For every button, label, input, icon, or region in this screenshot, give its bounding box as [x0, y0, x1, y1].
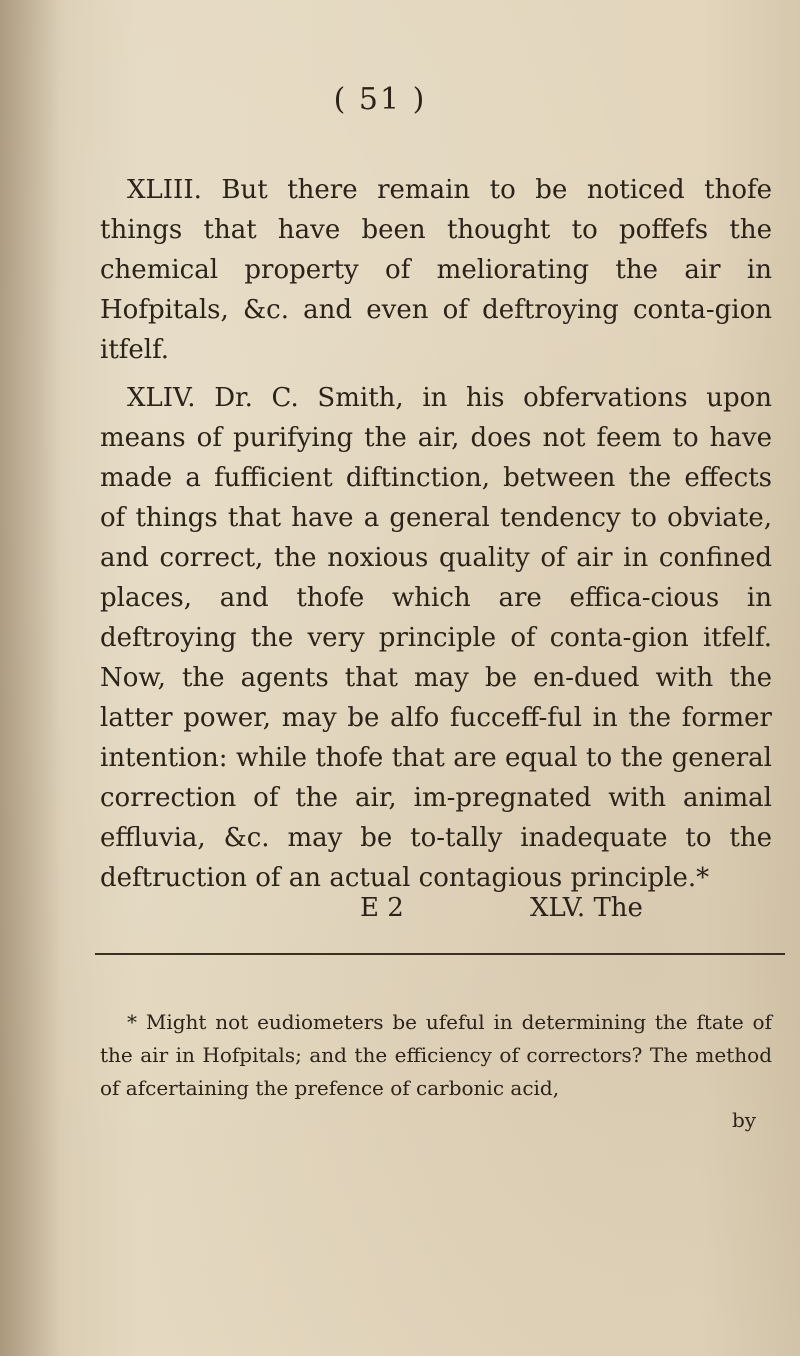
footnote: * Might not eudiometers be ufeful in determining the ftate of the air in Hofpitals; and the efficiency of correctors? The method of afcertaining the prefence of carbonic acid,	[100, 1010, 772, 1100]
footnote-rule	[95, 953, 785, 955]
catchword: XLV. The	[530, 893, 643, 923]
signature-mark: E 2	[360, 893, 404, 923]
paragraph-xliv: XLIV. Dr. C. Smith, in his obfervations upon means of purifying the air, does not feem to have made a fufficient diftinction, between the effects of things that have a general tendency to obviate, and correct, the noxious quality of air in confined places, and thofe which are effica-cious in deftroying the very principle of conta-gion itfelf. Now, the agents that may be en-dued with the latter power, may be alfo fucceff-ful in the former intention: while thofe that are equal to the general correction of the air, im-pregnated with animal effluvia, &c. may be to-tally inadequate to the deftruction of an actual contagious principle.*	[100, 383, 772, 893]
footnote-catchword: by	[732, 1108, 757, 1132]
paragraph-xliii: XLIII. But there remain to be noticed thofe things that have been thought to poffefs the chemical property of meliorating the air in Hofpitals, &c. and even of deftroying conta-gion itfelf.	[100, 175, 772, 365]
page-number: ( 51 )	[333, 82, 427, 117]
page-edge-shadow	[0, 0, 60, 1356]
